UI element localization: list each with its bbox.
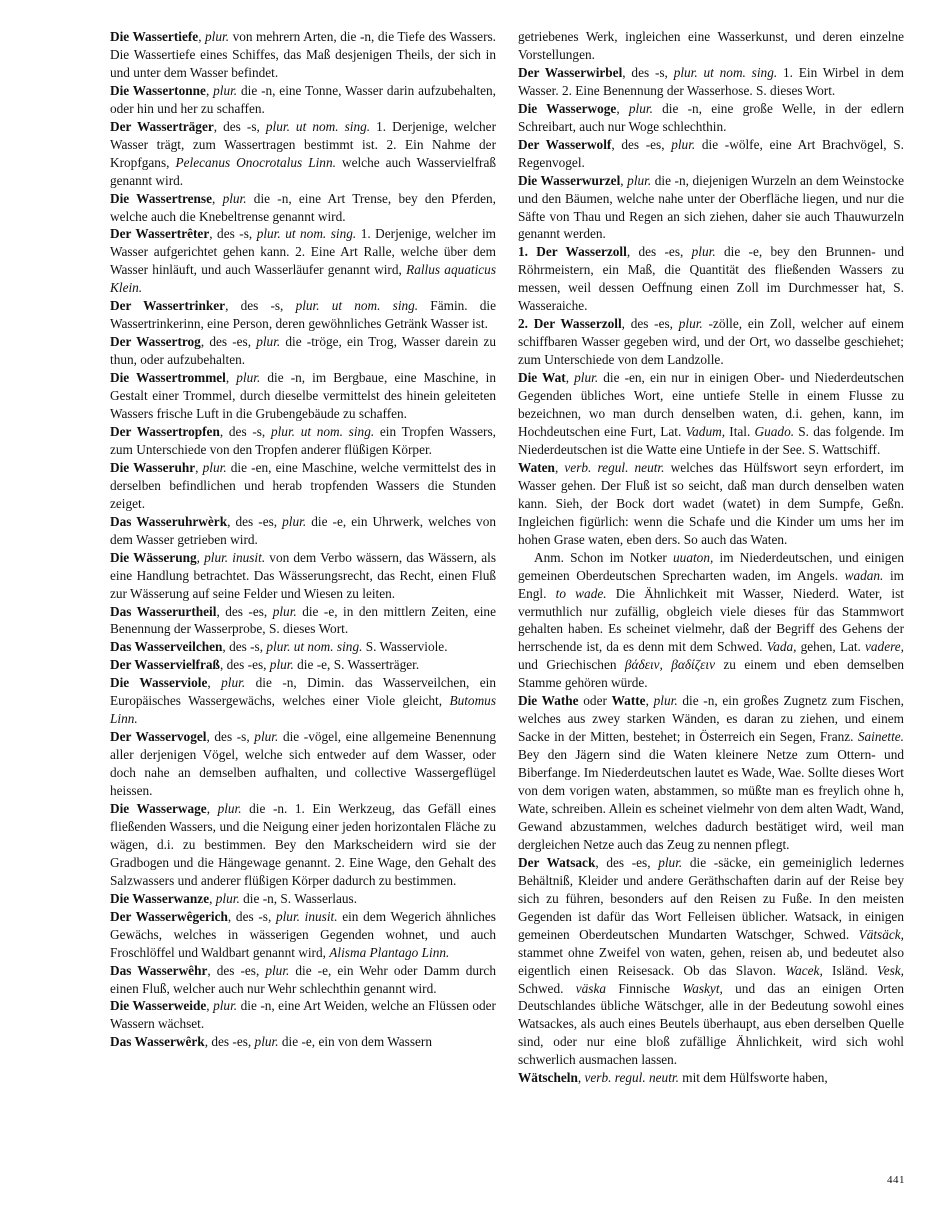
headword: Die Wassertiefe (110, 29, 199, 44)
italic-term: plur. (236, 370, 261, 386)
headword: Das Wasseruhrwèrk (110, 513, 228, 529)
dictionary-entry: Die Wasserwoge, plur. die -n, eine große Welle, in der edlern Schreibart, auch nur Woge schlechthin. (518, 100, 904, 134)
dictionary-entry: Die Wassertiefe, plur. von mehrern Arten, die -n, die Tiefe des Wassers. Die Wassertiefe eines Schiffes, das Maß desjenigen Theils, der sich in und unter dem Wasser befindet. (110, 29, 496, 80)
dictionary-entry: Das Wasserveilchen, des -s, plur. ut nom. sing. S. Wasserviole. (110, 639, 448, 655)
dictionary-entry: Das Wasserwêhr, des -es, plur. die -e, ein Wehr oder Damm durch einen Fluß, welcher auch nur Wehr schlechthin genannt wird. (110, 962, 496, 996)
italic-term: plur. (272, 603, 297, 619)
headword: Das Wasserwêhr (110, 962, 208, 978)
dictionary-entry: Der Wassertropfen, des -s, plur. ut nom. sing. ein Tropfen Wassers, zum Unterschiede von den Tropfen anderer flüßigen Körper. (110, 423, 496, 457)
dictionary-entry: Die Wasserwurzel, plur. die -n, diejenigen Wurzeln an dem Weinstocke und den Bäumen, welche nahe unter der Oberfläche liegen, und nur die Säfte von Thau und Regen an sich ziehen, daher sie auch Thauwurzeln genannt werden. (518, 172, 905, 242)
italic-term: plur. (205, 29, 230, 44)
italic-term: väska (575, 980, 607, 996)
italic-term: Sainette. (857, 729, 904, 745)
italic-term: plur. inusit. (275, 908, 338, 924)
italic-term: plur. ut nom. sing. (295, 298, 419, 314)
italic-term: vadere, (865, 639, 905, 655)
headword: Die Wassertonne (110, 82, 206, 98)
italic-term: to wade. (555, 585, 607, 601)
italic-term: plur. ut nom. sing. (265, 118, 371, 134)
dictionary-entry: Die Wassertonne, plur. die -n, eine Tonne, Wasser darin aufzubehalten, oder hin und her zu schaffen. (110, 82, 496, 116)
dictionary-entry: Wätscheln, verb. regul. neutr. mit dem Hülfsworte haben, (518, 1070, 828, 1086)
headword: Die Wat (518, 370, 566, 386)
headword: Die Wasserwanze (110, 890, 210, 906)
dictionary-entry: Der Wasserträger, des -s, plur. ut nom. sing. 1. Derjenige, welcher Wasser trägt, zum Wassertragen bestimmt ist. 2. Ein Nahme der Kropfgans, Pelecanus Onocrotalus Linn. welche auch Wasservielfraß genannt wird. (110, 118, 496, 188)
italic-term: Butomus Linn. (110, 693, 496, 727)
headword: Die Wasserwage (110, 800, 207, 816)
italic-term: plur. (215, 890, 240, 906)
headword: Die Wassertrense (110, 190, 213, 206)
italic-term: plur. (213, 998, 238, 1014)
dictionary-entry: Die Wasseruhr, plur. die -en, eine Maschine, welche vermittelst des in derselben befindlichen und herab tropfenden Wassers die Stunden zeiget. (110, 459, 496, 511)
headword: Die Wasserweide (110, 998, 207, 1014)
italic-term: plur. (254, 729, 279, 745)
dictionary-entry: Die Wathe oder Watte, plur. die -n, ein großes Zugnetz zum Fischen, welches aus zwey starken Wänden, es daran zu ziehen, und einem Sacke in der Mitten, bestehet; in Österreich ein Segen, Franz. Sainette. Bey den Jägern sind die Waten kleinere Netze zum Ottern- und Biberfange. Im Niederdeutschen lautet es Wade, Wae. Sollte dieses Wort von dem vorigen waten, abstammen, so müßte man es freylich ohne h, Wate, schreiben. Allein es scheinet vielmehr von dem alten Wadt, Wand, Gewand abzustammen, welches dadurch bestätiget wird, weil man dergleichen Netze auch das Zeug zu nennen pflegt. (518, 693, 904, 852)
dictionary-entry: Das Wasserurtheil, des -es, plur. die -e, in den mittlern Zeiten, eine Benennung der Wasserprobe, S. dieses Wort. (110, 603, 496, 637)
italic-term: plur. ut nom. sing. (256, 226, 357, 242)
dictionary-entry: Anm. Schon im Notker uuaton, im Niederdeutschen, und einigen gemeinen Oberdeutschen Sprecharten waden, im Angels. wadan. im Engl. to wade. Die Ähnlichkeit mit Wasser, Niederd. Water, ist vermuthlich nur zufällig, obgleich viele dieses für das Stammwort gehalten haben. Es scheinet vielmehr, daß der Begriff des Gehens der herrschende ist, da es denn mit dem Schwed. Vada, gehen, Lat. vadere, und Griechischen βάδειν, βαδίζειν zu einem und eben demselben Stamme gehören würde. (518, 549, 905, 691)
headword: Waten (518, 459, 555, 475)
italic-term: plur. (628, 100, 653, 116)
italic-term: plur. (574, 370, 599, 386)
italic-term: plur. ut nom. sing. (270, 423, 375, 439)
headword: Der Wassertrog (110, 334, 201, 350)
headword: Der Wasserwêgerich (110, 908, 228, 924)
italic-term: Rallus aquaticus Klein. (110, 262, 497, 296)
italic-term: plur. (221, 675, 246, 691)
dictionary-entry: Die Wassertrommel, plur. die -n, im Bergbaue, eine Maschine, in Gestalt einer Trommel, durch dieselbe vermittelst des hinein geleiteten Wassers frische Luft in die Grubengebäude zu schaffen. (110, 370, 496, 422)
headword: Die Wasserwoge (518, 100, 617, 116)
headword: Der Watsack (518, 854, 596, 870)
headword: Das Wasserveilchen (110, 639, 223, 655)
dictionary-entry: Der Watsack, des -es, plur. die -säcke, ein gemeiniglich ledernes Behältniß, Kleider und andere Geräthschaften darin auf der Reise bey sich zu führen, besonders auf den Reisen zu Fuße. In den meisten Gegenden ist dafür das Wort Felleisen üblicher. Watsack, in einigen gemeinen Oberdeutschen Mundarten Watschger, Schwed. Vätsäck, stammet ohne Zweifel von waten, gehen, reisen ab, und bedeutet also eigentlich einen Reisesack. Ob das Slavon. Wacek, Isländ. Vesk, Schwed. väska Finnische Waskyt, und das an einigen Orten Deutschlandes übliche Wätschger, alle in der Bedeutung sowohl eines Watsackes, als auch eines Beutels überhaupt, aus eben derselben Quelle sind, oder nur eine bloß zufällige Ähnlichkeit, wird sich wohl schwerlich ausmachen lassen. (518, 854, 905, 1068)
italic-term: plur. inusit. (204, 549, 266, 565)
dictionary-entry: 2. Der Wasserzoll, des -es, plur. -zölle, ein Zoll, welcher auf einem schiffbaren Wasser gegeben wird, und der Ort, wo dasselbe geschiehet; zum Unterschiede von dem Landzolle. (518, 316, 904, 368)
headword: Der Wassertrêter (110, 226, 210, 242)
headword: Der Wasserwirbel (518, 64, 623, 80)
dictionary-entry: Der Wassertrêter, des -s, plur. ut nom. sing. 1. Derjenige, welcher im Wasser aufgerichtet gehen kann. 2. Eine Art Ralle, welche über dem Wasser hinläuft, und auch Wasserläufer genannt wird, Rallus aquaticus Klein. (110, 226, 497, 296)
headword: Die Wasseruhr (110, 459, 196, 475)
dictionary-entry: Die Wassertrense, plur. die -n, eine Art Trense, bey den Pferden, welche auch die Knebeltrense genannt wird. (110, 190, 496, 224)
dictionary-entry: Das Wasseruhrwèrk, des -es, plur. die -e, ein Uhrwerk, welches von dem Wasser getrieben wird. (110, 513, 496, 547)
dictionary-entry: Der Wasserwêgerich, des -s, plur. inusit. ein dem Wegerich ähnliches Gewächs, welches in wässerigen Gegenden wohnet, und auch Froschlöffel und Waldbart genannt wird, Alisma Plantago Linn. (110, 908, 496, 960)
italic-term: plur. (222, 190, 247, 206)
headword: Die Wathe (518, 693, 579, 709)
italic-term: plur. (202, 459, 227, 475)
dictionary-entry: Die Wasserviole, plur. die -n, Dimin. das Wasserveilchen, ein Europäisches Wassergewächs, welches einer Viole gleicht, Butomus Linn. (110, 675, 497, 727)
headword: Der Wasservielfraß (110, 657, 220, 673)
italic-term: wadan. (844, 567, 884, 583)
italic-term: Guado. (754, 423, 795, 439)
italic-term: Wacek, (785, 962, 823, 978)
italic-term: plur. (653, 693, 678, 709)
italic-term: Vätsäck, (858, 926, 904, 942)
italic-term: plur. (691, 244, 716, 260)
headword: Der Wasserwolf (518, 136, 612, 152)
italic-term: verb. regul. neutr. (584, 1070, 679, 1086)
dictionary-entry: Die Wasserwage, plur. die -n. 1. Ein Werkzeug, das Gefäll eines fließenden Wassers, und die Neigung einer jeden horizontalen Fläche zu wägen, d.i. zu bestimmen. Bey den Markscheidern wird sie der Gradbogen und die Hängewage genannt. 2. Eine Wage, den Gehalt des Salzwassers und anderer flüßigen Körper dadurch zu bestimmen. (110, 800, 496, 888)
headword: Das Wasserurtheil (110, 603, 217, 619)
page-number: 441 (887, 1174, 905, 1186)
italic-term: plur. (254, 1034, 279, 1050)
dictionary-entry: Die Wässerung, plur. inusit. von dem Verbo wässern, das Wässern, als eine Handlung betrachtet. Das Wässerungsrecht, das Recht, einen Fluß zur Wässerung auf seine Felder und Wiesen zu leiten. (110, 549, 497, 601)
headword: Die Wasserviole (110, 675, 208, 691)
dictionary-entry: Die Wasserwanze, plur. die -n, S. Wasserlaus. (110, 890, 358, 906)
italic-term: plur. (269, 657, 294, 673)
italic-term: plur. (265, 962, 290, 978)
italic-term: plur. (678, 316, 703, 332)
dictionary-entry: Der Wassertrog, des -es, plur. die -tröge, ein Trog, Wasser darein zu thun, oder aufzubehalten. (110, 334, 496, 368)
italic-term: verb. regul. neutr. (564, 459, 665, 475)
headword: 1. Der Wasserzoll (518, 244, 627, 260)
left-column (110, 28, 496, 1051)
dictionary-entry: Der Wasserwirbel, des -s, plur. ut nom. sing. 1. Ein Wirbel in dem Wasser. 2. Eine Benennung der Wasserhose. S. dieses Wort. (518, 64, 904, 98)
italic-term: Vesk, (877, 962, 904, 978)
italic-term: Vadum, (685, 423, 726, 439)
dictionary-entry: Der Wasservogel, des -s, plur. die -vögel, eine allgemeine Benennung aller derjenigen Vögel, welche sich entweder auf dem Wasser, oder doch nahe an demselben aufhalten, und collective Wassergeflügel heissen. (110, 729, 497, 799)
headword: Das Wasserwêrk (110, 1034, 205, 1050)
dictionary-entry: 1. Der Wasserzoll, des -es, plur. die -e, bey den Brunnen- und Röhrmeistern, ein Maß, die Quantität des fließenden Wassers zu messen, weil dessen Oeffnung einen Zoll im Durchmesser hat, S. Wasseraiche. (518, 244, 904, 314)
dictionary-entry: Die Wat, plur. die -en, ein nur in einigen Ober- und Niederdeutschen Gegenden übliches Wort, eine untiefe Stelle in einem Flusse zu bezeichnen, wo man durch denselben waten, d.i. gehen, kann, im Hochdeutschen eine Furt, Lat. Vadum, Ital. Guado. S. das folgende. Im Niederdeutschen ist die Watte eine Untiefe in der See. S. Wattschiff. (518, 370, 904, 457)
italic-term: Pelecanus Onocrotalus Linn. (175, 154, 336, 170)
italic-term: Alisma Plantago Linn. (329, 944, 450, 960)
headword: Der Wassertropfen (110, 423, 220, 439)
headword: Watte (611, 693, 646, 709)
headword: Die Wasserwurzel (518, 172, 621, 188)
dictionary-entry: Das Wasserwêrk, des -es, plur. die -e, ein von dem Wassern (110, 1034, 432, 1050)
italic-term: βάδειν, βαδίζειν (624, 657, 715, 673)
dictionary-entry: getriebenes Werk, ingleichen eine Wasserkunst, und deren einzelne Vorstellungen. (518, 29, 904, 62)
dictionary-entry: Der Wassertrinker, des -s, plur. ut nom. sing. Fämin. die Wassertrinkerinn, eine Person, deren gewöhnliches Getränk Wasser ist. (110, 298, 497, 332)
headword: Der Wasserträger (110, 118, 214, 134)
italic-term: plur. ut nom. sing. (673, 64, 778, 80)
headword: Der Wassertrinker (110, 298, 226, 314)
italic-term: plur. (256, 334, 281, 350)
headword: Wätscheln (518, 1070, 578, 1086)
dictionary-entry: Waten, verb. regul. neutr. welches das Hülfswort seyn erfordert, im Wasser gehen. Der Fluß ist so seicht, daß man durch denselben waten kann. Sieh, der Bock dort wadet (watet) in dem Sumpfe, Geßn. Ingleichen figürlich: wenn die Schafe und die Kinder um ums her im hohen Grase waten, eben ders. So auch das Waten. (518, 459, 904, 547)
dictionary-entry: Der Wasserwolf, des -es, plur. die -wölfe, eine Art Brachvögel, S. Regenvogel. (518, 136, 904, 170)
italic-term: plur. (213, 82, 238, 98)
dictionary-entry: Die Wasserweide, plur. die -n, eine Art Weiden, welche an Flüssen oder Wassern wächset. (110, 998, 496, 1032)
italic-term: plur. (217, 800, 242, 816)
italic-term: Vada, (766, 639, 797, 655)
italic-term: plur. (627, 172, 652, 188)
right-column (518, 28, 904, 1087)
headword: Der Wasservogel (110, 729, 207, 745)
italic-term: plur. (671, 136, 696, 152)
headword: Die Wässerung (110, 549, 197, 565)
italic-term: uuaton, (673, 549, 714, 565)
italic-term: Waskyt, (682, 980, 723, 996)
italic-term: plur. ut nom. sing. (266, 639, 363, 655)
italic-term: plur. (282, 513, 307, 529)
dictionary-entry: Der Wasservielfraß, des -es, plur. die -e, S. Wasserträger. (110, 657, 420, 673)
headword: Die Wassertrommel (110, 370, 226, 386)
headword: 2. Der Wasserzoll (518, 316, 622, 332)
italic-term: plur. (658, 854, 683, 870)
